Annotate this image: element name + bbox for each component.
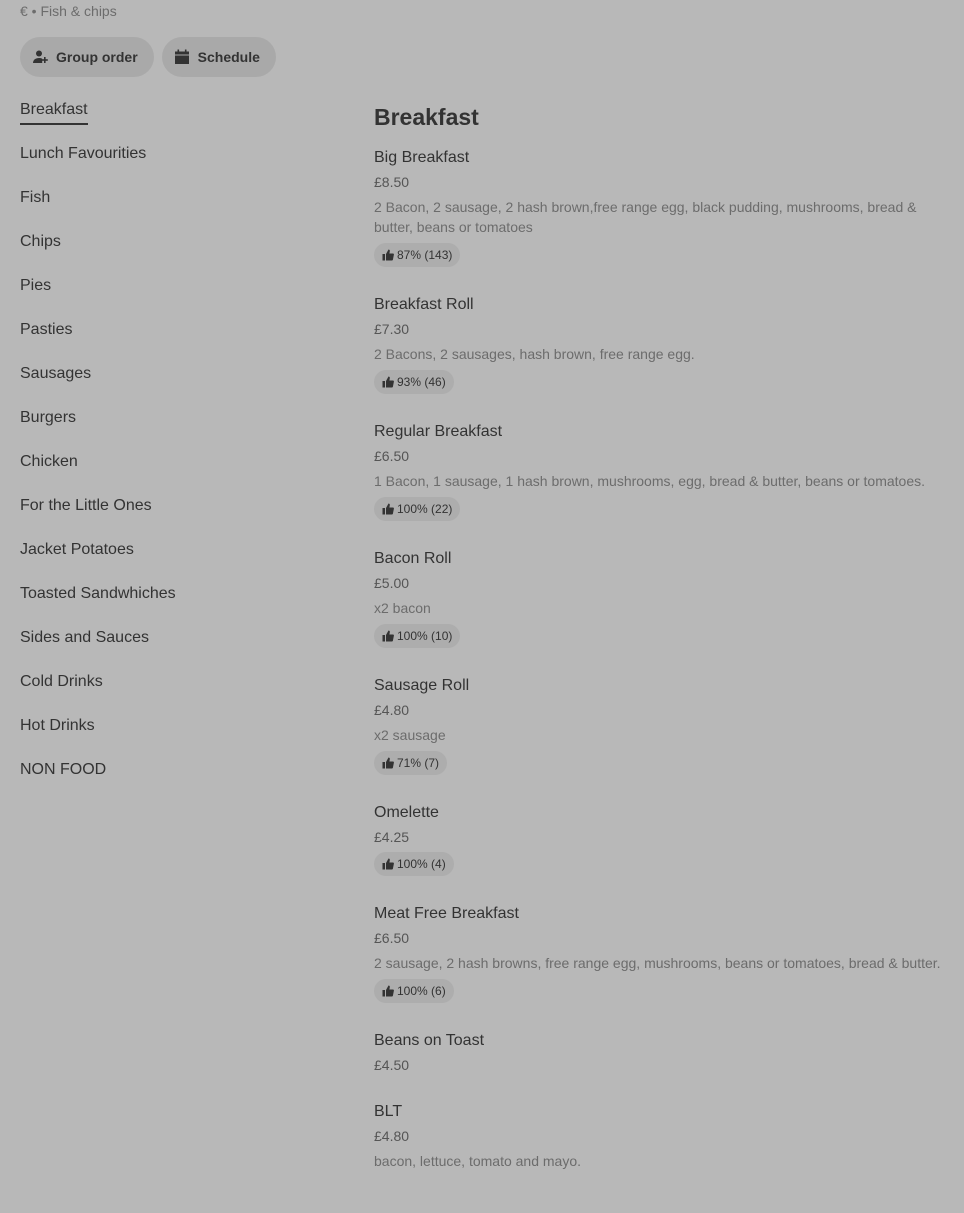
sidebar-item-jacket-potatoes[interactable] (20, 537, 340, 581)
sidebar-item-label: Hot Drinks (20, 717, 95, 734)
menu-item[interactable] (374, 148, 954, 267)
rating-text: 100% (22) (397, 502, 453, 516)
item-name: Big Breakfast (374, 149, 470, 166)
rating-badge (374, 979, 454, 1003)
sidebar-item-lunch-favourities[interactable] (20, 141, 340, 185)
item-name: BLT (374, 1103, 403, 1120)
rating-badge (374, 852, 454, 876)
rating-text: 87% (143) (397, 248, 453, 262)
rating-badge (374, 370, 454, 394)
item-price: £4.50 (374, 1057, 410, 1073)
item-description: x2 bacon (374, 600, 431, 616)
rating-text: 100% (10) (397, 629, 453, 643)
schedule-button[interactable] (162, 37, 276, 77)
sidebar-item-pasties[interactable] (20, 317, 340, 361)
sidebar-item-label: NON FOOD (20, 761, 107, 778)
rating-text: 100% (4) (397, 857, 446, 871)
group-order-label: Group order (56, 49, 138, 65)
sidebar-item-cold-drinks[interactable] (20, 669, 340, 713)
action-bar (20, 37, 276, 77)
item-price: £8.50 (374, 174, 410, 190)
sidebar-item-label: Pasties (20, 321, 73, 338)
rating-badge (374, 624, 460, 648)
sidebar-item-label: Burgers (20, 409, 77, 426)
item-price: £6.50 (374, 930, 410, 946)
calendar-icon (174, 49, 190, 65)
item-price: £5.00 (374, 575, 410, 591)
rating-badge (374, 497, 460, 521)
sidebar-item-label: Chips (20, 233, 61, 250)
rating-text: 71% (7) (397, 756, 440, 770)
item-name: Meat Free Breakfast (374, 905, 519, 922)
section-title: Breakfast (374, 104, 479, 130)
item-price: £4.80 (374, 702, 410, 718)
item-name: Bacon Roll (374, 550, 452, 567)
sidebar-item-label: Toasted Sandwhiches (20, 585, 176, 602)
menu-item[interactable] (374, 549, 954, 648)
group-order-button[interactable] (20, 37, 154, 77)
item-name: Regular Breakfast (374, 423, 503, 440)
menu-item[interactable] (374, 422, 954, 521)
menu-item[interactable] (374, 295, 954, 394)
sidebar-item-label: Lunch Favourities (20, 145, 147, 162)
sidebar-item-pies[interactable] (20, 273, 340, 317)
sidebar-item-toasted-sandwiches[interactable] (20, 581, 340, 625)
item-price: £7.30 (374, 321, 410, 337)
thumbs-up-icon (382, 985, 394, 997)
menu-item[interactable] (374, 676, 954, 775)
sidebar-item-label: Sausages (20, 365, 92, 382)
sidebar-item-little-ones[interactable] (20, 493, 340, 537)
sidebar-item-label: Breakfast (20, 97, 88, 125)
rating-text: 100% (6) (397, 984, 446, 998)
item-price: £6.50 (374, 448, 410, 464)
thumbs-up-icon (382, 757, 394, 769)
thumbs-up-icon (382, 630, 394, 642)
menu-item[interactable] (374, 803, 954, 876)
rating-badge (374, 751, 447, 775)
sidebar-item-label: Pies (20, 277, 52, 294)
restaurant-info: € • Fish & chips (20, 3, 117, 19)
sidebar-item-chips[interactable] (20, 229, 340, 273)
thumbs-up-icon (382, 249, 394, 261)
item-name: Beans on Toast (374, 1032, 485, 1049)
sidebar-item-breakfast[interactable] (20, 97, 340, 141)
sidebar-item-chicken[interactable] (20, 449, 340, 493)
item-price: £4.25 (374, 829, 410, 845)
sidebar-item-label: Chicken (20, 453, 78, 470)
sidebar-item-non-food[interactable] (20, 757, 340, 801)
sidebar-item-label: For the Little Ones (20, 497, 152, 514)
item-description: 2 Bacon, 2 sausage, 2 hash brown,free range egg, black pudding, mushrooms, bread & butter, beans or tomatoes (374, 199, 917, 235)
sidebar-item-burgers[interactable] (20, 405, 340, 449)
sidebar-item-label: Jacket Potatoes (20, 541, 134, 558)
rating-badge (374, 243, 460, 267)
item-description: 1 Bacon, 1 sausage, 1 hash brown, mushrooms, egg, bread & butter, beans or tomatoes. (374, 473, 925, 489)
menu-section (374, 100, 954, 1199)
sidebar-item-label: Fish (20, 189, 51, 206)
sidebar-item-hot-drinks[interactable] (20, 713, 340, 757)
schedule-label: Schedule (197, 49, 260, 65)
item-name: Omelette (374, 804, 439, 821)
sidebar-item-label: Cold Drinks (20, 673, 103, 690)
item-price: £4.80 (374, 1128, 410, 1144)
item-description: 2 sausage, 2 hash browns, free range egg, mushrooms, beans or tomatoes, bread & butter. (374, 955, 941, 971)
item-name: Sausage Roll (374, 677, 470, 694)
menu-item[interactable] (374, 904, 954, 1003)
item-description: x2 sausage (374, 727, 446, 743)
item-name: Breakfast Roll (374, 296, 474, 313)
sidebar-item-sausages[interactable] (20, 361, 340, 405)
thumbs-up-icon (382, 503, 394, 515)
thumbs-up-icon (382, 858, 394, 870)
category-sidebar (20, 97, 340, 801)
add-person-icon (32, 49, 48, 65)
item-description: bacon, lettuce, tomato and mayo. (374, 1153, 582, 1169)
sidebar-item-sides-sauces[interactable] (20, 625, 340, 669)
menu-item[interactable] (374, 1102, 954, 1171)
thumbs-up-icon (382, 376, 394, 388)
menu-item[interactable] (374, 1031, 954, 1074)
sidebar-item-label: Sides and Sauces (20, 629, 149, 646)
rating-text: 93% (46) (397, 375, 446, 389)
sidebar-item-fish[interactable] (20, 185, 340, 229)
item-description: 2 Bacons, 2 sausages, hash brown, free range egg. (374, 346, 695, 362)
